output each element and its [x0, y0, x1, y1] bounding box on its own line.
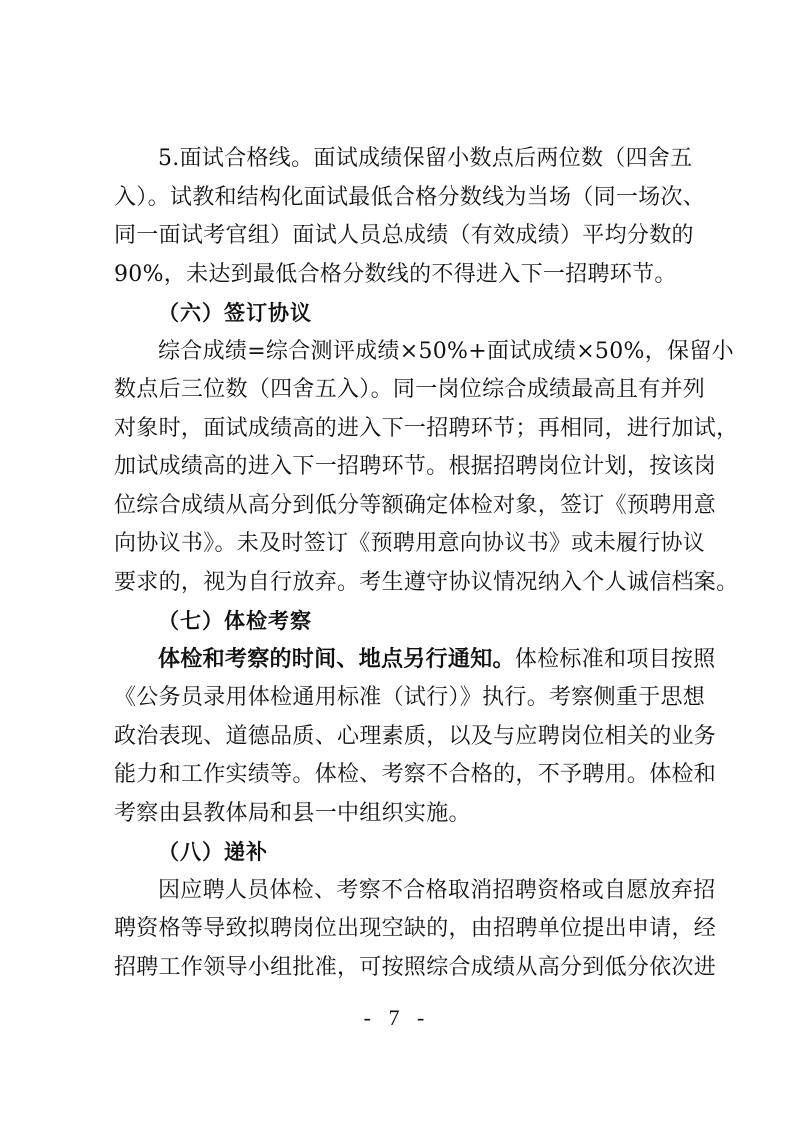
paragraph-line: 因应聘人员体检、考察不合格取消招聘资格或自愿放弃招 [158, 877, 716, 903]
paragraph-line: 招聘工作领导小组批准，可按照综合成绩从高分到低分依次进 [114, 954, 717, 980]
section-heading-7: （七）体检考察 [158, 609, 312, 633]
paragraph-line [114, 641, 716, 680]
bold-lead-text: 体检和考察的时间、地点另行通知。 [158, 646, 515, 672]
paragraph-line: 90%，未达到最低合格分数线的不得进入下一招聘环节。 [114, 261, 677, 287]
paragraph-line: 考察由县教体局和县一中组织实施。 [114, 800, 471, 826]
section-heading-6: （六）签订协议 [158, 301, 312, 325]
section-heading-8: （八）递补 [158, 840, 268, 864]
paragraph-line: 向协议书》。未及时签订《预聘用意向协议书》或未履行协议 [114, 531, 706, 556]
paragraph-line: 同一面试考官组）面试人员总成绩（有效成绩）平均分数的 [114, 223, 694, 248]
lead-rest-text: 体检标准和项目按照 [514, 646, 716, 672]
paragraph-line: 位综合成绩从高分到低分等额确定体检对象，签订《预聘用意 [114, 492, 717, 518]
paragraph-line: 加试成绩高的进入下一招聘环节。根据招聘岗位计划，按该岗 [114, 454, 717, 479]
paragraph-line: 数点后三位数（四舍五入）。同一岗位综合成绩最高且有并列 [114, 377, 706, 402]
paragraph-line: 综合成绩=综合测评成绩×50%+面试成绩×50%，保留小 [158, 338, 734, 364]
paragraph-line: 政治表现、道德品质、心理素质，以及与应聘岗位相关的业务 [114, 723, 717, 749]
paragraph-line: 对象时，面试成绩高的进入下一招聘环节；再相同，进行加试， [114, 415, 739, 441]
paragraph-line: 能力和工作实绩等。体检、考察不合格的，不予聘用。体检和 [114, 762, 717, 787]
paragraph-line: 聘资格等导致拟聘岗位出现空缺的，由招聘单位提出申请，经 [114, 916, 717, 941]
paragraph-line: 入）。试教和结构化面试最低合格分数线为当场（同一场次、 [114, 184, 706, 210]
document-body [114, 140, 739, 987]
paragraph-line: 《公务员录用体检通用标准（试行）》执行。考察侧重于思想 [114, 685, 706, 710]
page-number: - 7 - [363, 1005, 431, 1030]
paragraph-line: 5.面试合格线。面试成绩保留小数点后两位数（四舍五 [158, 146, 693, 171]
paragraph-line: 要求的，视为自行放弃。考生遵守协议情况纳入个人诚信档案。 [114, 569, 739, 595]
